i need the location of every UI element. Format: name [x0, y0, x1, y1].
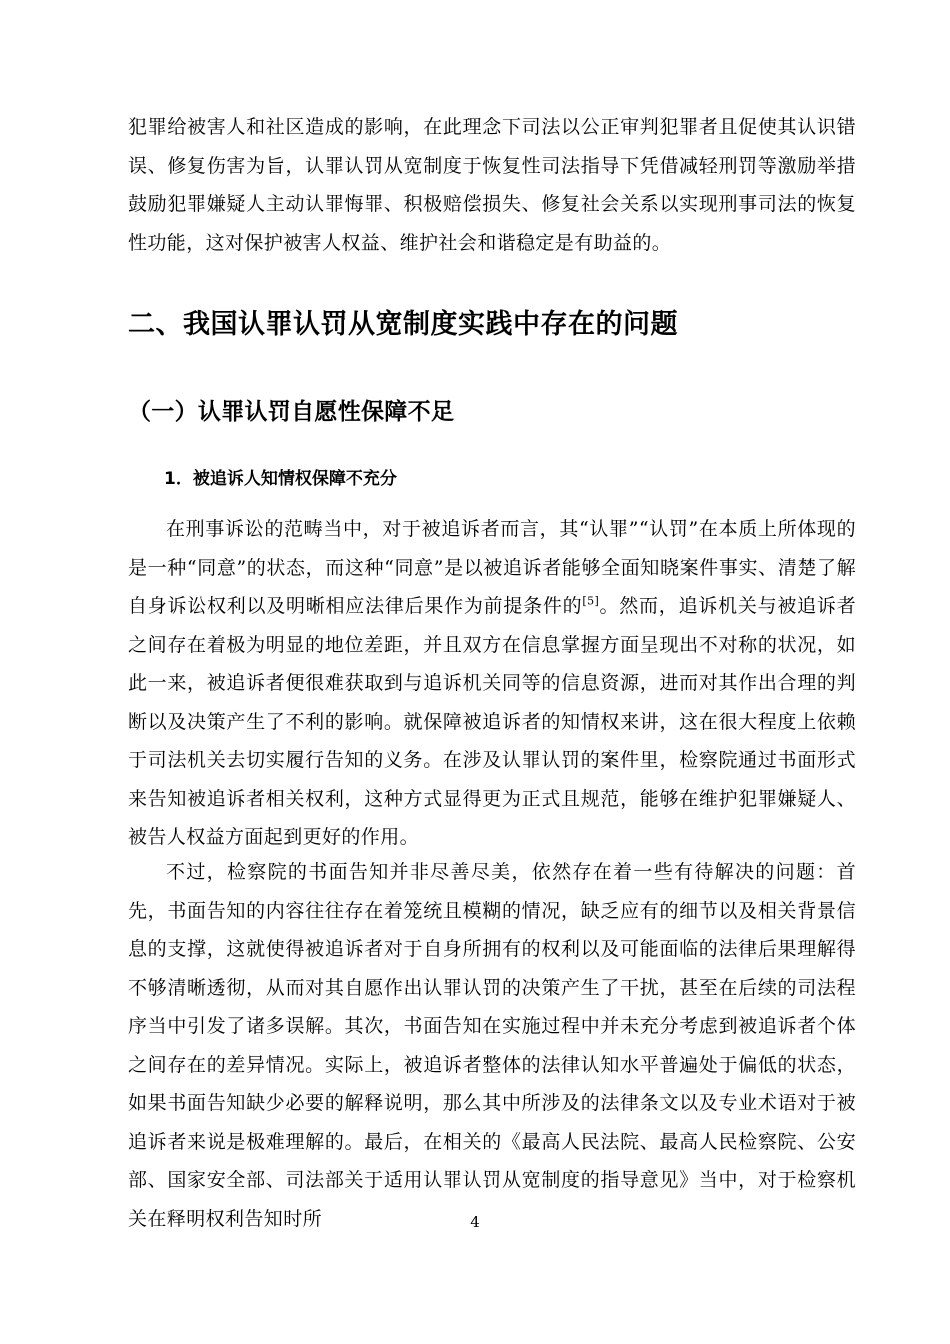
- section-heading: 二、我国认罪认罚从宽制度实践中存在的问题: [128, 309, 678, 340]
- sub-subsection-heading: 1．被追诉人知情权保障不充分: [164, 469, 397, 489]
- body-paragraph-2: 不过，检察院的书面告知并非尽善尽美，依然存在着一些有待解决的问题：首先，书面告知的内容往往存在着笼统且模糊的情况，缺乏应有的细节以及相关背景信息的支撑，这就使得被追诉者对于自身所拥有的权利以及可能面临的法律后果理解得不够清晰透彻，从而对其自愿作出认罪认罚的决策产生了干扰，甚至在后续的司法程序当中引发了诸多误解。其次，书面告知在实施过程中并未充分考虑到被追诉者个体之间存在的差异情况。实际上，被追诉者整体的法律认知水平普遍处于偏低的状态，如果书面告知缺少必要的解释说明，那么其中所涉及的法律条文以及专业术语对于被追诉者来说是极难理解的。最后，在相关的《最高人民法院、最高人民检察院、公安部、国家安全部、司法部关于适用认罪认罚从宽制度的指导意见》当中，对于检察机关在释明权利告知时所: [128, 861, 856, 1230]
- paragraph-1-text-after-citation: 。然而，追诉机关与被追诉者之间存在着极为明显的地位差距，并且双方在信息掌握方面呈现出不对称的状况，如此一来，被追诉者便很难获取到与追诉机关同等的信息资源，进而对其作出合理的判断以及决策产生了不利的影响。就保障被追诉者的知情权来讲，这在很大程度上依赖于司法机关去切实履行告知的义务。在涉及认罪认罚的案件里，检察院通过书面形式来告知被追诉者相关权利，这种方式显得更为正式且规范，能够在维护犯罪嫌疑人、被告人权益方面起到更好的作用。: [128, 595, 857, 848]
- citation-marker: [5]: [582, 594, 600, 608]
- paragraph-1-text-before-citation: 在刑事诉讼的范畴当中，对于被追诉者而言，其“认罪”“认罚”在本质上所体现的是一种“同意”的状态，而这种“同意”是以被追诉者能够全面知晓案件事实、清楚了解自身诉讼权利以及明晰相应法律后果作为前提条件的: [128, 518, 856, 617]
- subsection-heading: （一）认罪认罚自愿性保障不足: [128, 399, 455, 425]
- page-number: 4: [470, 1213, 480, 1231]
- body-paragraph-1: [128, 510, 856, 857]
- intro-paragraph: 犯罪给被害人和社区造成的影响，在此理念下司法以公正审判犯罪者且促使其认识错误、修复伤害为旨，认罪认罚从宽制度于恢复性司法指导下凭借减轻刑罚等激励举措鼓励犯罪嫌疑人主动认罪悔罪、积极赔偿损失、修复社会关系以实现刑事司法的恢复性功能，这对保护被害人权益、维护社会和谐稳定是有助益的。: [128, 116, 856, 254]
